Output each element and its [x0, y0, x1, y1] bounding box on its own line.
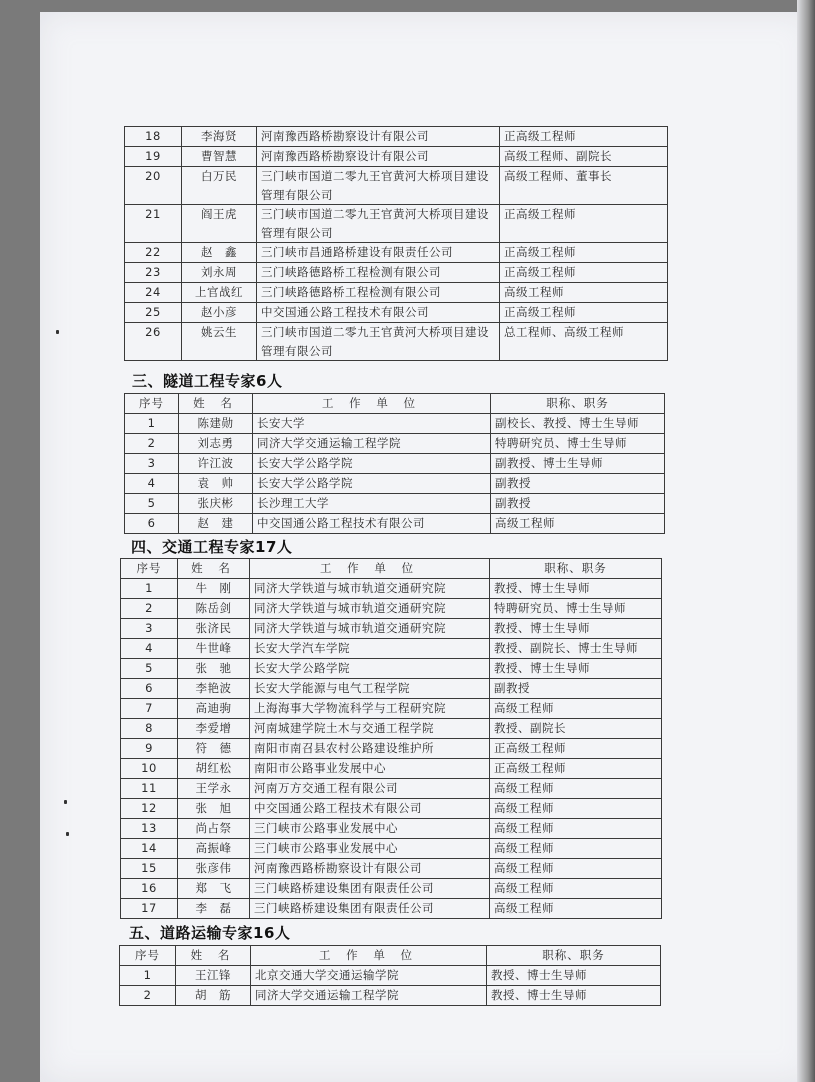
cell-title: 教授、博士生导师 [487, 966, 661, 986]
table-row [125, 147, 668, 167]
cell-title: 正高级工程师 [490, 739, 662, 759]
table-row [121, 599, 662, 619]
cell-title: 教授、博士生导师 [490, 659, 662, 679]
table-row [125, 303, 668, 323]
cell-unit: 河南豫西路桥勘察设计有限公司 [257, 127, 500, 147]
cell-number: 19 [125, 147, 182, 167]
header-no: 序号 [121, 559, 178, 579]
cell-number: 24 [125, 283, 182, 303]
section-title-traffic: 四、交通工程专家17人 [131, 538, 293, 556]
cell-unit: 长安大学汽车学院 [250, 639, 490, 659]
cell-name: 高振峰 [178, 839, 250, 859]
table-row [125, 263, 668, 283]
cell-title: 高级工程师 [490, 839, 662, 859]
cell-number: 1 [121, 579, 178, 599]
table-row [125, 243, 668, 263]
table-row [121, 619, 662, 639]
table-row [121, 759, 662, 779]
cell-name: 陈建勋 [179, 414, 253, 434]
cell-number: 7 [121, 699, 178, 719]
header-title: 职称、职务 [487, 946, 661, 966]
table-row [125, 434, 665, 454]
cell-unit: 三门峡路桥建设集团有限责任公司 [250, 879, 490, 899]
cell-title: 特聘研究员、博士生导师 [491, 434, 665, 454]
cell-unit: 三门峡市公路事业发展中心 [250, 819, 490, 839]
table-row [125, 474, 665, 494]
header-name: 姓 名 [178, 559, 250, 579]
cell-number: 4 [125, 474, 179, 494]
cell-name: 陈岳剑 [178, 599, 250, 619]
cell-title: 高级工程师 [490, 819, 662, 839]
cell-title: 高级工程师 [490, 879, 662, 899]
scan-speck [56, 330, 59, 334]
table-body [120, 946, 661, 1006]
cell-number: 3 [121, 619, 178, 639]
cell-title: 正高级工程师 [500, 303, 668, 323]
cell-name: 上官战红 [182, 283, 257, 303]
cell-name: 郑 飞 [178, 879, 250, 899]
cell-number: 2 [121, 599, 178, 619]
table-row [121, 719, 662, 739]
cell-title: 教授、副院长、博士生导师 [490, 639, 662, 659]
expert-table-bridge-continued [124, 126, 668, 361]
cell-name: 姚云生 [182, 323, 257, 361]
cell-unit: 三门峡市公路事业发展中心 [250, 839, 490, 859]
cell-title: 特聘研究员、博士生导师 [490, 599, 662, 619]
table-row [125, 514, 665, 534]
cell-name: 阎王虎 [182, 205, 257, 243]
expert-table-road-transport [119, 945, 661, 1006]
table-header-row [120, 946, 661, 966]
table-body [121, 559, 662, 919]
cell-unit: 长安大学能源与电气工程学院 [250, 679, 490, 699]
cell-title: 副教授 [490, 679, 662, 699]
header-name: 姓 名 [176, 946, 251, 966]
section-title-tunnel: 三、隧道工程专家6人 [132, 372, 283, 390]
cell-unit: 中交国通公路工程技术有限公司 [250, 799, 490, 819]
cell-number: 3 [125, 454, 179, 474]
header-no: 序号 [120, 946, 176, 966]
cell-unit: 长安大学公路学院 [253, 454, 491, 474]
table-row [121, 699, 662, 719]
cell-title: 高级工程师 [490, 699, 662, 719]
cell-title: 高级工程师 [491, 514, 665, 534]
cell-number: 15 [121, 859, 178, 879]
cell-number: 20 [125, 167, 182, 205]
header-unit: 工 作 单 位 [251, 946, 487, 966]
table-row [125, 454, 665, 474]
table-row [121, 819, 662, 839]
expert-table-traffic [120, 558, 662, 919]
table-row [120, 966, 661, 986]
cell-unit: 三门峡路德路桥工程检测有限公司 [257, 263, 500, 283]
table-header-row [125, 394, 665, 414]
header-name: 姓 名 [179, 394, 253, 414]
cell-name: 尚占祭 [178, 819, 250, 839]
table-row [125, 283, 668, 303]
cell-title: 高级工程师、副院长 [500, 147, 668, 167]
table-row [121, 879, 662, 899]
table-row [125, 414, 665, 434]
table-row [121, 859, 662, 879]
cell-number: 1 [120, 966, 176, 986]
cell-number: 14 [121, 839, 178, 859]
scan-speck [64, 800, 67, 804]
header-unit: 工 作 单 位 [250, 559, 490, 579]
cell-number: 2 [120, 986, 176, 1006]
cell-unit: 三门峡市国道二零九王官黄河大桥项目建设管理有限公司 [257, 167, 500, 205]
table-row [125, 205, 668, 243]
table-row [125, 167, 668, 205]
cell-name: 张庆彬 [179, 494, 253, 514]
cell-unit: 三门峡市国道二零九王官黄河大桥项目建设管理有限公司 [257, 323, 500, 361]
cell-name: 牛世峰 [178, 639, 250, 659]
cell-name: 高迪驹 [178, 699, 250, 719]
table-row [121, 659, 662, 679]
cell-title: 高级工程师 [490, 799, 662, 819]
table-row [121, 839, 662, 859]
cell-title: 正高级工程师 [490, 759, 662, 779]
section-title-road-transport: 五、道路运输专家16人 [129, 924, 291, 942]
cell-name: 张 旭 [178, 799, 250, 819]
cell-unit: 同济大学铁道与城市轨道交通研究院 [250, 579, 490, 599]
cell-unit: 长安大学公路学院 [253, 474, 491, 494]
cell-unit: 河南万方交通工程有限公司 [250, 779, 490, 799]
cell-unit: 长安大学公路学院 [250, 659, 490, 679]
cell-number: 17 [121, 899, 178, 919]
cell-name: 许江波 [179, 454, 253, 474]
cell-name: 曹智慧 [182, 147, 257, 167]
cell-unit: 同济大学铁道与城市轨道交通研究院 [250, 599, 490, 619]
scan-edge-shadow [797, 0, 815, 1082]
cell-unit: 河南豫西路桥勘察设计有限公司 [257, 147, 500, 167]
cell-unit: 南阳市公路事业发展中心 [250, 759, 490, 779]
cell-title: 高级工程师 [490, 899, 662, 919]
table-row [121, 739, 662, 759]
cell-unit: 北京交通大学交通运输学院 [251, 966, 487, 986]
cell-number: 21 [125, 205, 182, 243]
cell-title: 副校长、教授、博士生导师 [491, 414, 665, 434]
cell-name: 李海贤 [182, 127, 257, 147]
table-row [121, 579, 662, 599]
cell-number: 8 [121, 719, 178, 739]
cell-title: 总工程师、高级工程师 [500, 323, 668, 361]
header-title: 职称、职务 [490, 559, 662, 579]
cell-number: 12 [121, 799, 178, 819]
expert-table-tunnel [124, 393, 665, 534]
cell-title: 高级工程师 [490, 779, 662, 799]
cell-title: 教授、博士生导师 [490, 579, 662, 599]
cell-number: 23 [125, 263, 182, 283]
cell-title: 正高级工程师 [500, 263, 668, 283]
cell-name: 赵 鑫 [182, 243, 257, 263]
cell-name: 袁 帅 [179, 474, 253, 494]
cell-title: 高级工程师、董事长 [500, 167, 668, 205]
cell-name: 张济民 [178, 619, 250, 639]
table-row [125, 323, 668, 361]
cell-name: 胡 筋 [176, 986, 251, 1006]
table-header-row [121, 559, 662, 579]
cell-unit: 同济大学交通运输工程学院 [253, 434, 491, 454]
cell-number: 9 [121, 739, 178, 759]
cell-number: 2 [125, 434, 179, 454]
cell-unit: 长安大学 [253, 414, 491, 434]
cell-title: 高级工程师 [490, 859, 662, 879]
cell-title: 教授、副院长 [490, 719, 662, 739]
cell-title: 高级工程师 [500, 283, 668, 303]
cell-name: 张彦伟 [178, 859, 250, 879]
cell-title: 正高级工程师 [500, 127, 668, 147]
cell-unit: 同济大学铁道与城市轨道交通研究院 [250, 619, 490, 639]
cell-number: 16 [121, 879, 178, 899]
cell-number: 6 [125, 514, 179, 534]
cell-title: 教授、博士生导师 [490, 619, 662, 639]
table-row [125, 127, 668, 147]
table-row [121, 679, 662, 699]
cell-title: 副教授 [491, 494, 665, 514]
header-title: 职称、职务 [491, 394, 665, 414]
cell-title: 正高级工程师 [500, 205, 668, 243]
table-body [125, 127, 668, 361]
cell-unit: 同济大学交通运输工程学院 [251, 986, 487, 1006]
cell-name: 刘永周 [182, 263, 257, 283]
cell-name: 李 磊 [178, 899, 250, 919]
cell-name: 赵 建 [179, 514, 253, 534]
cell-number: 25 [125, 303, 182, 323]
cell-title: 正高级工程师 [500, 243, 668, 263]
cell-number: 1 [125, 414, 179, 434]
header-no: 序号 [125, 394, 179, 414]
cell-title: 教授、博士生导师 [487, 986, 661, 1006]
table-row [121, 779, 662, 799]
cell-number: 13 [121, 819, 178, 839]
cell-number: 26 [125, 323, 182, 361]
cell-name: 符 德 [178, 739, 250, 759]
cell-title: 副教授、博士生导师 [491, 454, 665, 474]
table-row [120, 986, 661, 1006]
table-row [125, 494, 665, 514]
cell-name: 王学永 [178, 779, 250, 799]
cell-number: 11 [121, 779, 178, 799]
cell-name: 胡红松 [178, 759, 250, 779]
cell-name: 张 驰 [178, 659, 250, 679]
cell-unit: 河南豫西路桥勘察设计有限公司 [250, 859, 490, 879]
cell-unit: 三门峡路德路桥工程检测有限公司 [257, 283, 500, 303]
cell-number: 4 [121, 639, 178, 659]
cell-title: 副教授 [491, 474, 665, 494]
cell-name: 王江锋 [176, 966, 251, 986]
cell-name: 刘志勇 [179, 434, 253, 454]
cell-name: 白万民 [182, 167, 257, 205]
table-body [125, 394, 665, 534]
table-row [121, 639, 662, 659]
cell-unit: 河南城建学院土木与交通工程学院 [250, 719, 490, 739]
cell-unit: 中交国通公路工程技术有限公司 [257, 303, 500, 323]
cell-number: 5 [121, 659, 178, 679]
cell-number: 6 [121, 679, 178, 699]
cell-number: 5 [125, 494, 179, 514]
cell-name: 牛 刚 [178, 579, 250, 599]
cell-unit: 三门峡市昌通路桥建设有限责任公司 [257, 243, 500, 263]
cell-unit: 中交国通公路工程技术有限公司 [253, 514, 491, 534]
cell-unit: 三门峡市国道二零九王官黄河大桥项目建设管理有限公司 [257, 205, 500, 243]
cell-name: 赵小彦 [182, 303, 257, 323]
header-unit: 工 作 单 位 [253, 394, 491, 414]
table-row [121, 899, 662, 919]
cell-name: 李爱增 [178, 719, 250, 739]
cell-unit: 上海海事大学物流科学与工程研究院 [250, 699, 490, 719]
cell-unit: 长沙理工大学 [253, 494, 491, 514]
scan-speck [66, 832, 69, 836]
cell-number: 10 [121, 759, 178, 779]
cell-unit: 三门峡路桥建设集团有限责任公司 [250, 899, 490, 919]
cell-number: 22 [125, 243, 182, 263]
cell-name: 李艳波 [178, 679, 250, 699]
cell-unit: 南阳市南召县农村公路建设维护所 [250, 739, 490, 759]
table-row [121, 799, 662, 819]
cell-number: 18 [125, 127, 182, 147]
